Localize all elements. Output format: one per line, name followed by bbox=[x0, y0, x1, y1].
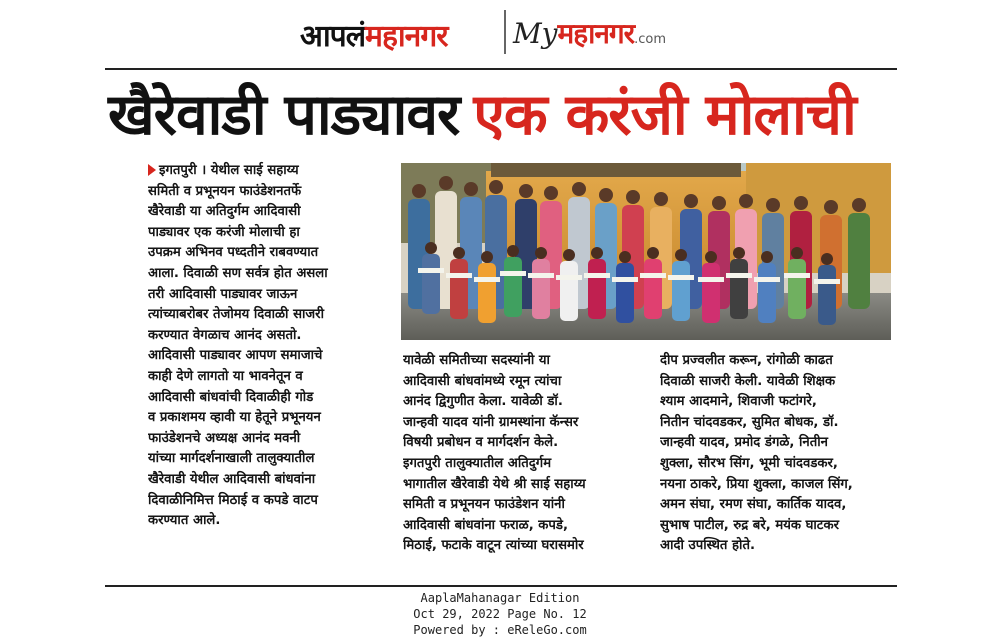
article-line-text: आनंद द्विगुणीत केला. यावेळी डॉ. bbox=[403, 394, 563, 410]
article-line bbox=[660, 495, 892, 516]
article-line-text: सुभाष पाटील, रुद्र बरे, मयंक घाटकर bbox=[660, 517, 839, 533]
article-line-text: आदिवासी पाड्यावर आपण समाजाचे bbox=[148, 348, 323, 364]
article-line bbox=[403, 351, 641, 372]
article-line bbox=[148, 202, 388, 223]
article-line bbox=[403, 516, 641, 537]
logo-divider bbox=[504, 10, 506, 54]
article-line-text: व प्रकाशमय व्हावी या हेतूने प्रभूनयन bbox=[148, 410, 321, 426]
logo-aapla-text: आपलं bbox=[300, 19, 366, 54]
masthead bbox=[0, 0, 1000, 62]
article-line bbox=[148, 408, 388, 429]
article-column-3 bbox=[660, 351, 892, 557]
article-line bbox=[660, 372, 892, 393]
article-line-text: खैरेवाडी येथील आदिवासी बांधवांना bbox=[148, 471, 316, 487]
article-line-text: आदिवासी बांधवांमध्ये रमून त्यांचा bbox=[403, 373, 562, 389]
article-line bbox=[148, 388, 388, 409]
group-photo bbox=[401, 163, 891, 340]
article-line-text: नितीन चांदवडकर, सुमित बोधक, डॉ. bbox=[660, 414, 839, 430]
footer-edition: AaplaMahanagar Edition bbox=[420, 591, 580, 605]
article-line bbox=[148, 243, 388, 264]
article-line-text: करण्यात वेगळाच आनंद असतो. bbox=[148, 327, 302, 343]
article-line bbox=[660, 454, 892, 475]
article-line bbox=[148, 470, 388, 491]
article-line-text: नयना ठाकरे, प्रिया शुक्ला, काजल सिंग, bbox=[660, 476, 853, 492]
article-line bbox=[148, 491, 388, 512]
top-rule bbox=[105, 68, 897, 70]
article-line bbox=[660, 536, 892, 557]
article-line bbox=[148, 429, 388, 450]
article-line-text: विषयी प्रबोधन व मार्गदर्शन केले. bbox=[403, 435, 559, 451]
article-line bbox=[148, 449, 388, 470]
article-line-text: भागातील खैरेवाडी येथे श्री साई सहाय्य bbox=[403, 476, 586, 492]
group-photo-illustration bbox=[401, 163, 891, 340]
article-line bbox=[148, 326, 388, 347]
article-line-text: आदिवासी बांधवांना फराळ, कपडे, bbox=[403, 517, 568, 533]
article-line-text: त्यांच्याबरोबर तेजोमय दिवाळी साजरी bbox=[148, 307, 324, 323]
article-line-text: शुक्ला, सौरभ सिंग, भूमी चांदवडकर, bbox=[660, 455, 838, 471]
dateline-arrow-icon bbox=[148, 164, 156, 176]
article-line bbox=[148, 182, 388, 203]
article-line bbox=[660, 475, 892, 496]
article-line-text: उपक्रम अभिनव पध्दतीने राबवण्यात bbox=[148, 245, 319, 261]
article-column-2 bbox=[403, 351, 641, 557]
article-line bbox=[148, 285, 388, 306]
article-line-text: फाउंडेशनचे अध्यक्ष आनंद मवनी bbox=[148, 430, 301, 446]
article-line-text: तरी आदिवासी पाड्यावर जाऊन bbox=[148, 286, 298, 302]
headline-part-1: खैरेवाडी पाड्यावर bbox=[108, 82, 460, 148]
headline bbox=[108, 80, 898, 150]
article-line bbox=[403, 413, 641, 434]
logo-my-text: My bbox=[513, 17, 558, 50]
article-line bbox=[660, 413, 892, 434]
article-line bbox=[148, 264, 388, 285]
aapla-mahanagar-logo[interactable] bbox=[300, 14, 448, 55]
footer-date-page: Oct 29, 2022 Page No. 12 bbox=[413, 607, 587, 621]
article-line-text: आला. दिवाळी सण सर्वत्र होत असला bbox=[148, 265, 328, 281]
article-line-text: दीप प्रज्वलीत करून, रांगोळी काढत bbox=[660, 353, 833, 368]
bottom-rule bbox=[105, 585, 897, 587]
article-line bbox=[403, 475, 641, 496]
article-line bbox=[148, 346, 388, 367]
article-line bbox=[403, 536, 641, 557]
logo-my-mahanagar-text: महानगर bbox=[557, 17, 635, 50]
article-line bbox=[403, 392, 641, 413]
footer bbox=[0, 590, 1000, 638]
article-line-text: अमन संघा, रमण संघा, कार्तिक यादव, bbox=[660, 497, 847, 513]
article-line-text: मिठाई, फटाके वाटून त्यांच्या घरासमोर bbox=[403, 538, 584, 554]
article-line-text: काही देणे लागतो या भावनेतून व bbox=[148, 368, 303, 384]
article-line-text: दिवाळीनिमित्त मिठाई व कपडे वाटप bbox=[148, 492, 318, 508]
article-line bbox=[403, 454, 641, 475]
article-line-text: जान्हवी यादव, प्रमोद डंगळे, नितीन bbox=[660, 435, 828, 451]
article-line bbox=[660, 392, 892, 413]
article-line bbox=[148, 161, 388, 182]
article-column-1 bbox=[148, 161, 388, 532]
article-line bbox=[403, 433, 641, 454]
article-line bbox=[148, 305, 388, 326]
article-line-text: पाड्यावर एक करंजी मोलाची हा bbox=[148, 224, 300, 240]
article-line-text: दिवाळी साजरी केली. यावेळी शिक्षक bbox=[660, 373, 836, 389]
my-mahanagar-logo[interactable] bbox=[513, 14, 666, 52]
article-line bbox=[660, 433, 892, 454]
people-group bbox=[408, 176, 870, 325]
article-line-text: श्याम आदमाने, शिवाजी फटांगरे, bbox=[660, 394, 817, 410]
article-line bbox=[660, 516, 892, 537]
footer-powered-by: Powered by : eReleGo.com bbox=[413, 623, 587, 637]
article-line-text: आदी उपस्थित होते. bbox=[660, 538, 755, 554]
article-line-text: इगतपुरी । येथील साई सहाय्य bbox=[159, 163, 299, 178]
article-line-text: करण्यात आले. bbox=[148, 513, 221, 529]
article-line bbox=[660, 351, 892, 372]
article-line-text: इगतपुरी तालुक्यातील अतिदुर्गम bbox=[403, 455, 552, 471]
article-line bbox=[403, 372, 641, 393]
article-line bbox=[148, 511, 388, 532]
article-line-text: खैरेवाडी या अतिदुर्गम आदिवासी bbox=[148, 204, 301, 220]
headline-part-2: एक करंजी मोलाची bbox=[473, 82, 856, 148]
article-line-text: आदिवासी बांधवांची दिवाळीही गोड bbox=[148, 389, 314, 405]
article-line-text: समिती व प्रभूनयन फाउंडेशन यांनी bbox=[403, 497, 565, 513]
article-line-text: यांच्या मार्गदर्शनाखाली तालुक्यातील bbox=[148, 451, 315, 467]
article-line-text: समिती व प्रभूनयन फाउंडेशनतर्फे bbox=[148, 183, 302, 199]
article-line bbox=[148, 367, 388, 388]
logo-mahanagar-text: महानगर bbox=[365, 19, 448, 54]
article-line-text: यावेळी समितीच्या सदस्यांनी या bbox=[403, 353, 550, 368]
logo-dotcom-text: .com bbox=[634, 32, 667, 47]
article-line bbox=[148, 223, 388, 244]
article-line-text: जान्हवी यादव यांनी ग्रामस्थांना कॅन्सर bbox=[403, 414, 579, 430]
article-line bbox=[403, 495, 641, 516]
